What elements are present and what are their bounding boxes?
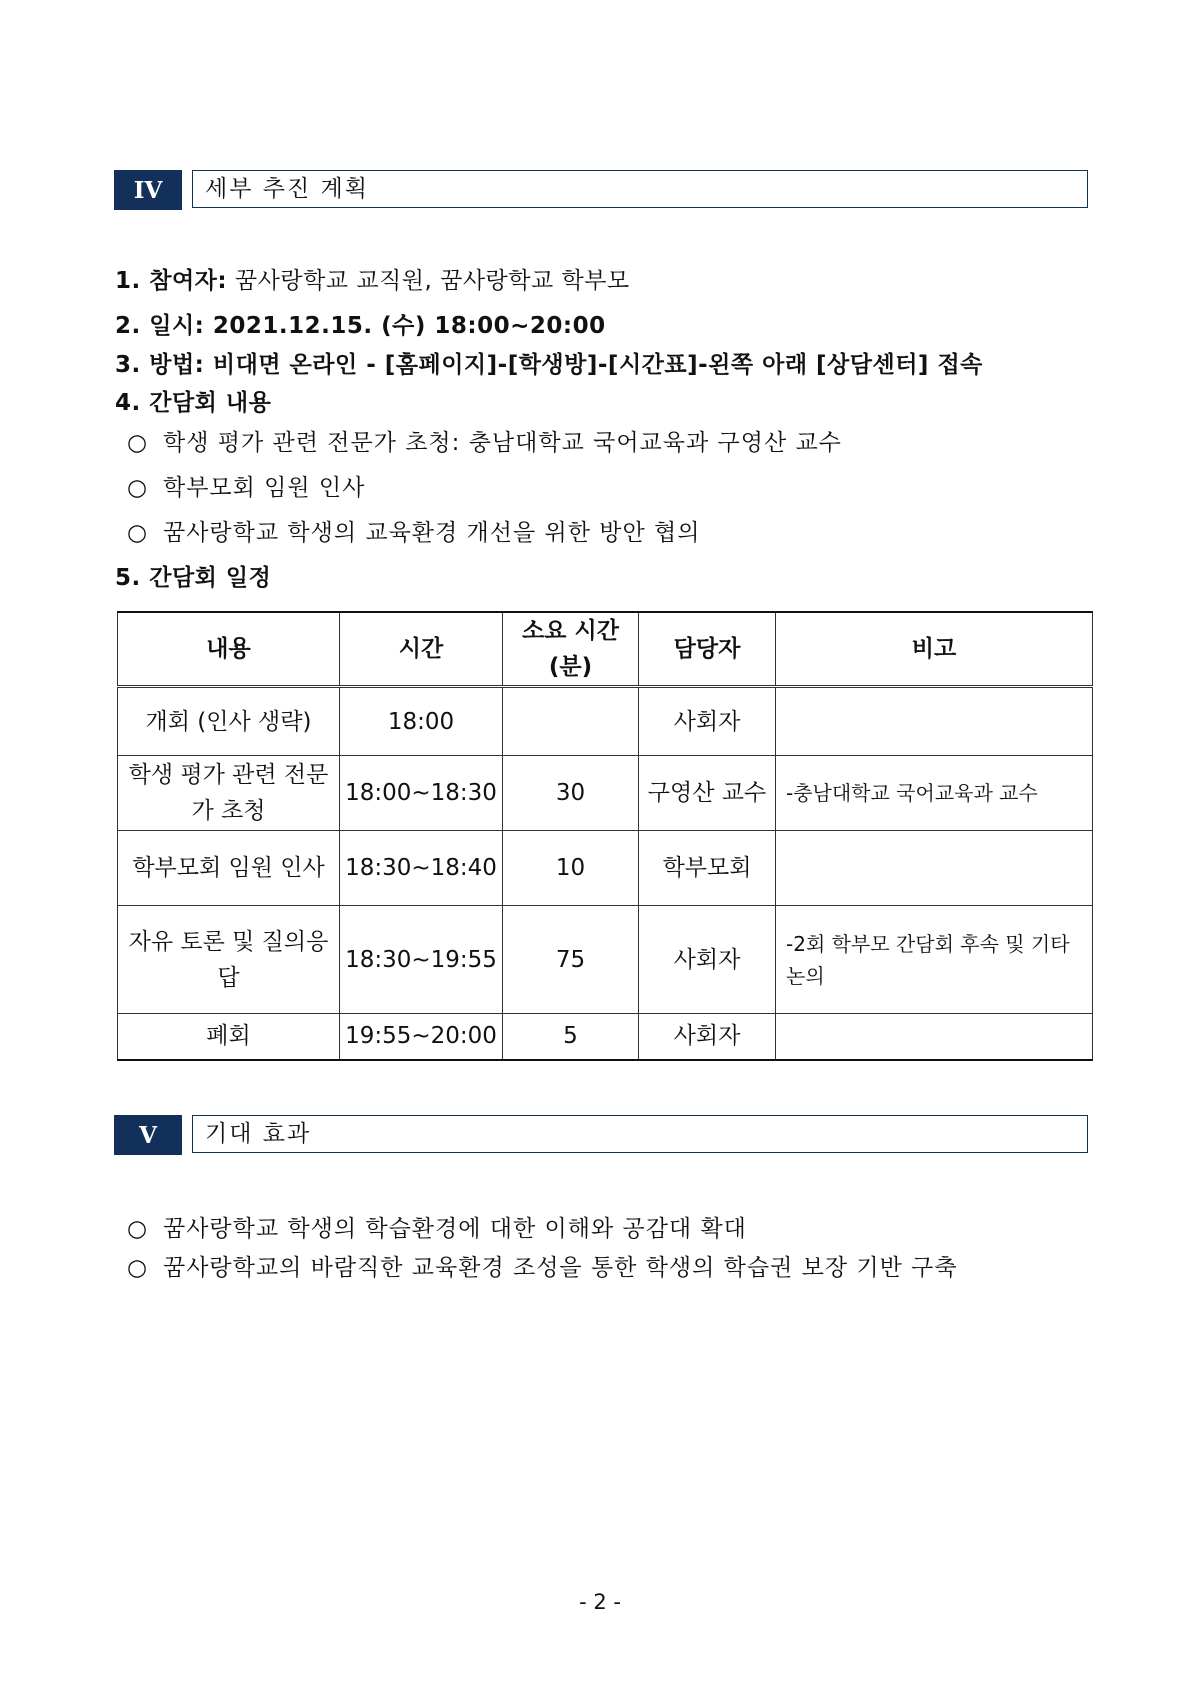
item-participants — [115, 262, 630, 295]
cell-content: 학생 평가 관련 전문가 초청 — [118, 756, 340, 831]
cell-minutes: 5 — [503, 1014, 639, 1060]
cell-note — [776, 687, 1093, 756]
cell-note — [776, 831, 1093, 906]
header-person: 담당자 — [639, 612, 776, 687]
cell-time: 18:00~18:30 — [340, 756, 503, 831]
header-note: 비고 — [776, 612, 1093, 687]
list-item — [127, 469, 365, 502]
cell-note: -충남대학교 국어교육과 교수 — [776, 756, 1093, 831]
section-number: IV — [114, 170, 182, 210]
item-date — [115, 307, 606, 340]
circle-bullet-icon: ○ — [127, 475, 149, 501]
table-row — [118, 756, 1093, 831]
cell-time: 18:00 — [340, 687, 503, 756]
cell-content: 자유 토론 및 질의응답 — [118, 906, 340, 1014]
header-time: 시간 — [340, 612, 503, 687]
header-content: 내용 — [118, 612, 340, 687]
table-row — [118, 906, 1093, 1014]
table-row — [118, 1014, 1093, 1060]
circle-bullet-icon: ○ — [127, 1255, 149, 1281]
cell-person: 구영산 교수 — [639, 756, 776, 831]
cell-person: 사회자 — [639, 687, 776, 756]
item-label: 4. 간담회 내용 — [115, 390, 272, 416]
circle-bullet-icon: ○ — [127, 1216, 149, 1242]
cell-note — [776, 1014, 1093, 1060]
bullet-text: 꿈사랑학교 학생의 교육환경 개선을 위한 방안 협의 — [163, 520, 701, 546]
cell-minutes: 30 — [503, 756, 639, 831]
cell-note: -2회 학부모 간담회 후속 및 기타 논의 — [776, 906, 1093, 1014]
bullet-text: 꿈사랑학교 학생의 학습환경에 대한 이해와 공감대 확대 — [163, 1216, 747, 1242]
list-item — [127, 1249, 958, 1282]
cell-minutes: 10 — [503, 831, 639, 906]
cell-content: 개회 (인사 생략) — [118, 687, 340, 756]
item-label: 1. 참여자: — [115, 268, 228, 294]
item-label: 2. 일시: 2021.12.15. (수) 18:00~20:00 — [115, 313, 606, 339]
page-number: - 2 - — [579, 1590, 621, 1614]
item-text: 꿈사랑학교 교직원, 꿈사랑학교 학부모 — [227, 268, 630, 294]
section-number: V — [114, 1115, 182, 1155]
table-header-row — [118, 612, 1093, 687]
section-header-v — [114, 1115, 1088, 1155]
section-title: 세부 추진 계획 — [192, 170, 1088, 208]
table-row — [118, 687, 1093, 756]
cell-time: 18:30~19:55 — [340, 906, 503, 1014]
cell-minutes — [503, 687, 639, 756]
cell-person: 사회자 — [639, 1014, 776, 1060]
section-header-iv — [114, 170, 1088, 210]
cell-person: 사회자 — [639, 906, 776, 1014]
bullet-text: 학생 평가 관련 전문가 초청: 충남대학교 국어교육과 구영산 교수 — [163, 430, 842, 456]
bullet-text: 꿈사랑학교의 바람직한 교육환경 조성을 통한 학생의 학습권 보장 기반 구축 — [163, 1255, 958, 1281]
circle-bullet-icon: ○ — [127, 520, 149, 546]
cell-time: 18:30~18:40 — [340, 831, 503, 906]
cell-time: 19:55~20:00 — [340, 1014, 503, 1060]
schedule-heading-text: 5. 간담회 일정 — [115, 565, 272, 591]
bullet-text: 학부모회 임원 인사 — [163, 475, 366, 501]
list-item — [127, 514, 700, 547]
item-label: 3. 방법: 비대면 온라인 - [홈페이지]-[학생방]-[시간표]-왼쪽 아래 [상담센터] 접속 — [115, 352, 983, 378]
item-method — [115, 346, 983, 379]
schedule-heading — [115, 559, 271, 592]
table-row — [118, 831, 1093, 906]
list-item — [127, 424, 842, 457]
item-content-heading — [115, 384, 271, 417]
schedule-table — [117, 611, 1093, 1061]
cell-person: 학부모회 — [639, 831, 776, 906]
cell-content: 학부모회 임원 인사 — [118, 831, 340, 906]
cell-minutes: 75 — [503, 906, 639, 1014]
circle-bullet-icon: ○ — [127, 430, 149, 456]
section-title: 기대 효과 — [192, 1115, 1088, 1153]
header-minutes: 소요 시간 (분) — [503, 612, 639, 687]
list-item — [127, 1210, 747, 1243]
cell-content: 폐회 — [118, 1014, 340, 1060]
